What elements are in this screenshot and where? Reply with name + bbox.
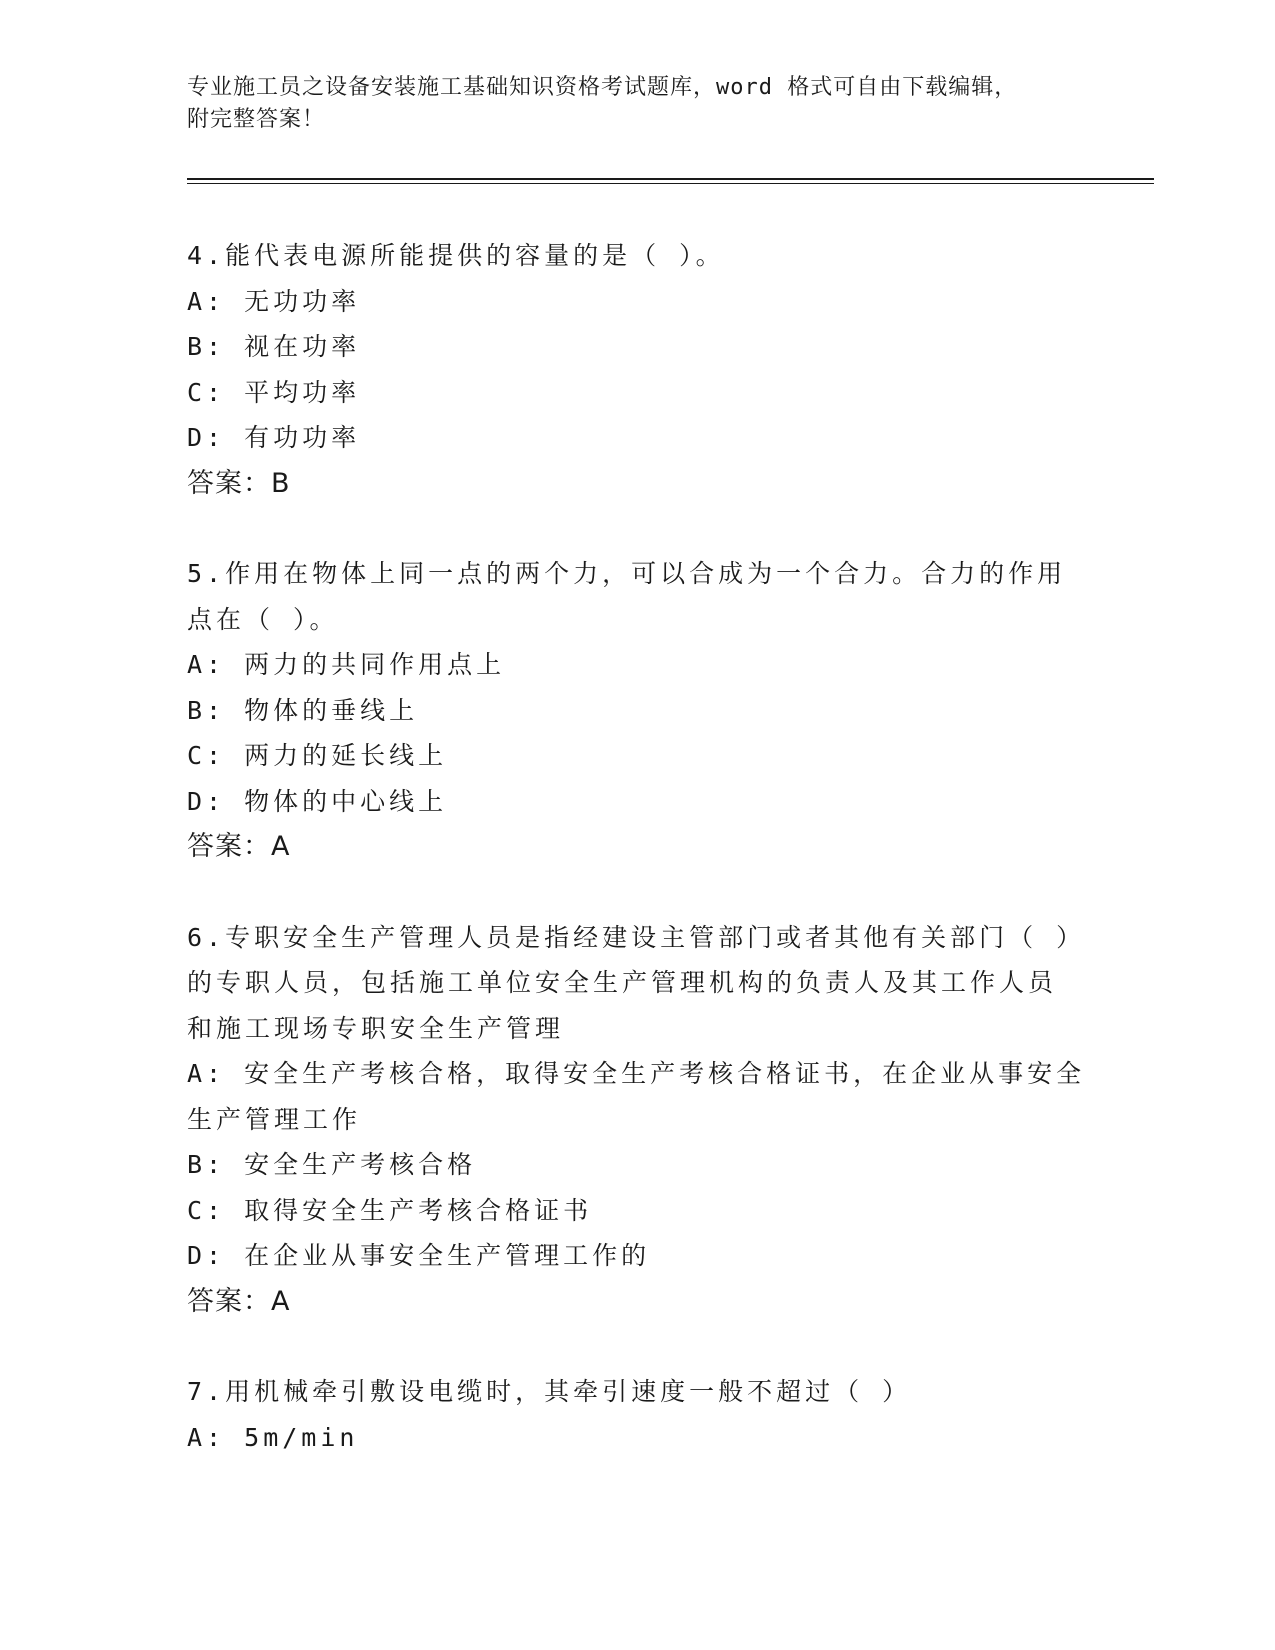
- question-stem-continued: 和施工现场专职安全生产管理: [187, 1013, 565, 1043]
- question-stem: 5.作用在物体上同一点的两个力，可以合成为一个合力。合力的作用: [187, 559, 1067, 588]
- question-item: [187, 233, 1087, 506]
- question-item: [187, 915, 1087, 1325]
- option-c: C: 平均功率: [187, 377, 361, 407]
- option-d: D: 物体的中心线上: [187, 786, 448, 816]
- question-list: [187, 233, 1087, 1505]
- header-line-2: 附完整答案！: [187, 107, 326, 132]
- answer-line: 答案：A: [187, 831, 291, 862]
- option-a: A: 安全生产考核合格，取得安全生产考核合格证书，在企业从事安全: [187, 1059, 1086, 1088]
- option-b: B: 物体的垂线上: [187, 695, 419, 725]
- option-a: A: 两力的共同作用点上: [187, 650, 506, 679]
- answer-line: 答案：A: [187, 1285, 291, 1317]
- question-stem: 4.能代表电源所能提供的容量的是（ ）。: [187, 241, 725, 270]
- question-stem: 7.用机械牵引敷设电缆时，其牵引速度一般不超过（ ）: [187, 1377, 912, 1406]
- header-divider-thin: [187, 183, 1154, 184]
- document-header: [187, 72, 1067, 136]
- option-d: D: 有功功率: [187, 423, 361, 452]
- option-d: D: 在企业从事安全生产管理工作的: [187, 1241, 651, 1270]
- question-item: [187, 1369, 1087, 1460]
- option-b: B: 视在功率: [187, 332, 361, 361]
- header-divider: [187, 178, 1154, 180]
- option-b: B: 安全生产考核合格: [187, 1150, 477, 1179]
- option-a: A: 5m/min: [187, 1422, 359, 1452]
- question-item: [187, 551, 1087, 870]
- question-stem-continued: 的专职人员，包括施工单位安全生产管理机构的负责人及其工作人员: [187, 968, 1058, 997]
- question-stem-continued: 点在（ ）。: [187, 604, 339, 634]
- option-c: C: 两力的延长线上: [187, 741, 448, 770]
- header-line-1: 专业施工员之设备安装施工基础知识资格考试题库，word 格式可自由下载编辑，: [187, 75, 1018, 100]
- option-c: C: 取得安全生产考核合格证书: [187, 1195, 593, 1225]
- answer-line: 答案：B: [187, 467, 291, 499]
- question-stem: 6.专职安全生产管理人员是指经建设主管部门或者其他有关部门（ ）: [187, 922, 1086, 952]
- option-a: A: 无功功率: [187, 286, 361, 316]
- option-a-continued: 生产管理工作: [187, 1104, 362, 1134]
